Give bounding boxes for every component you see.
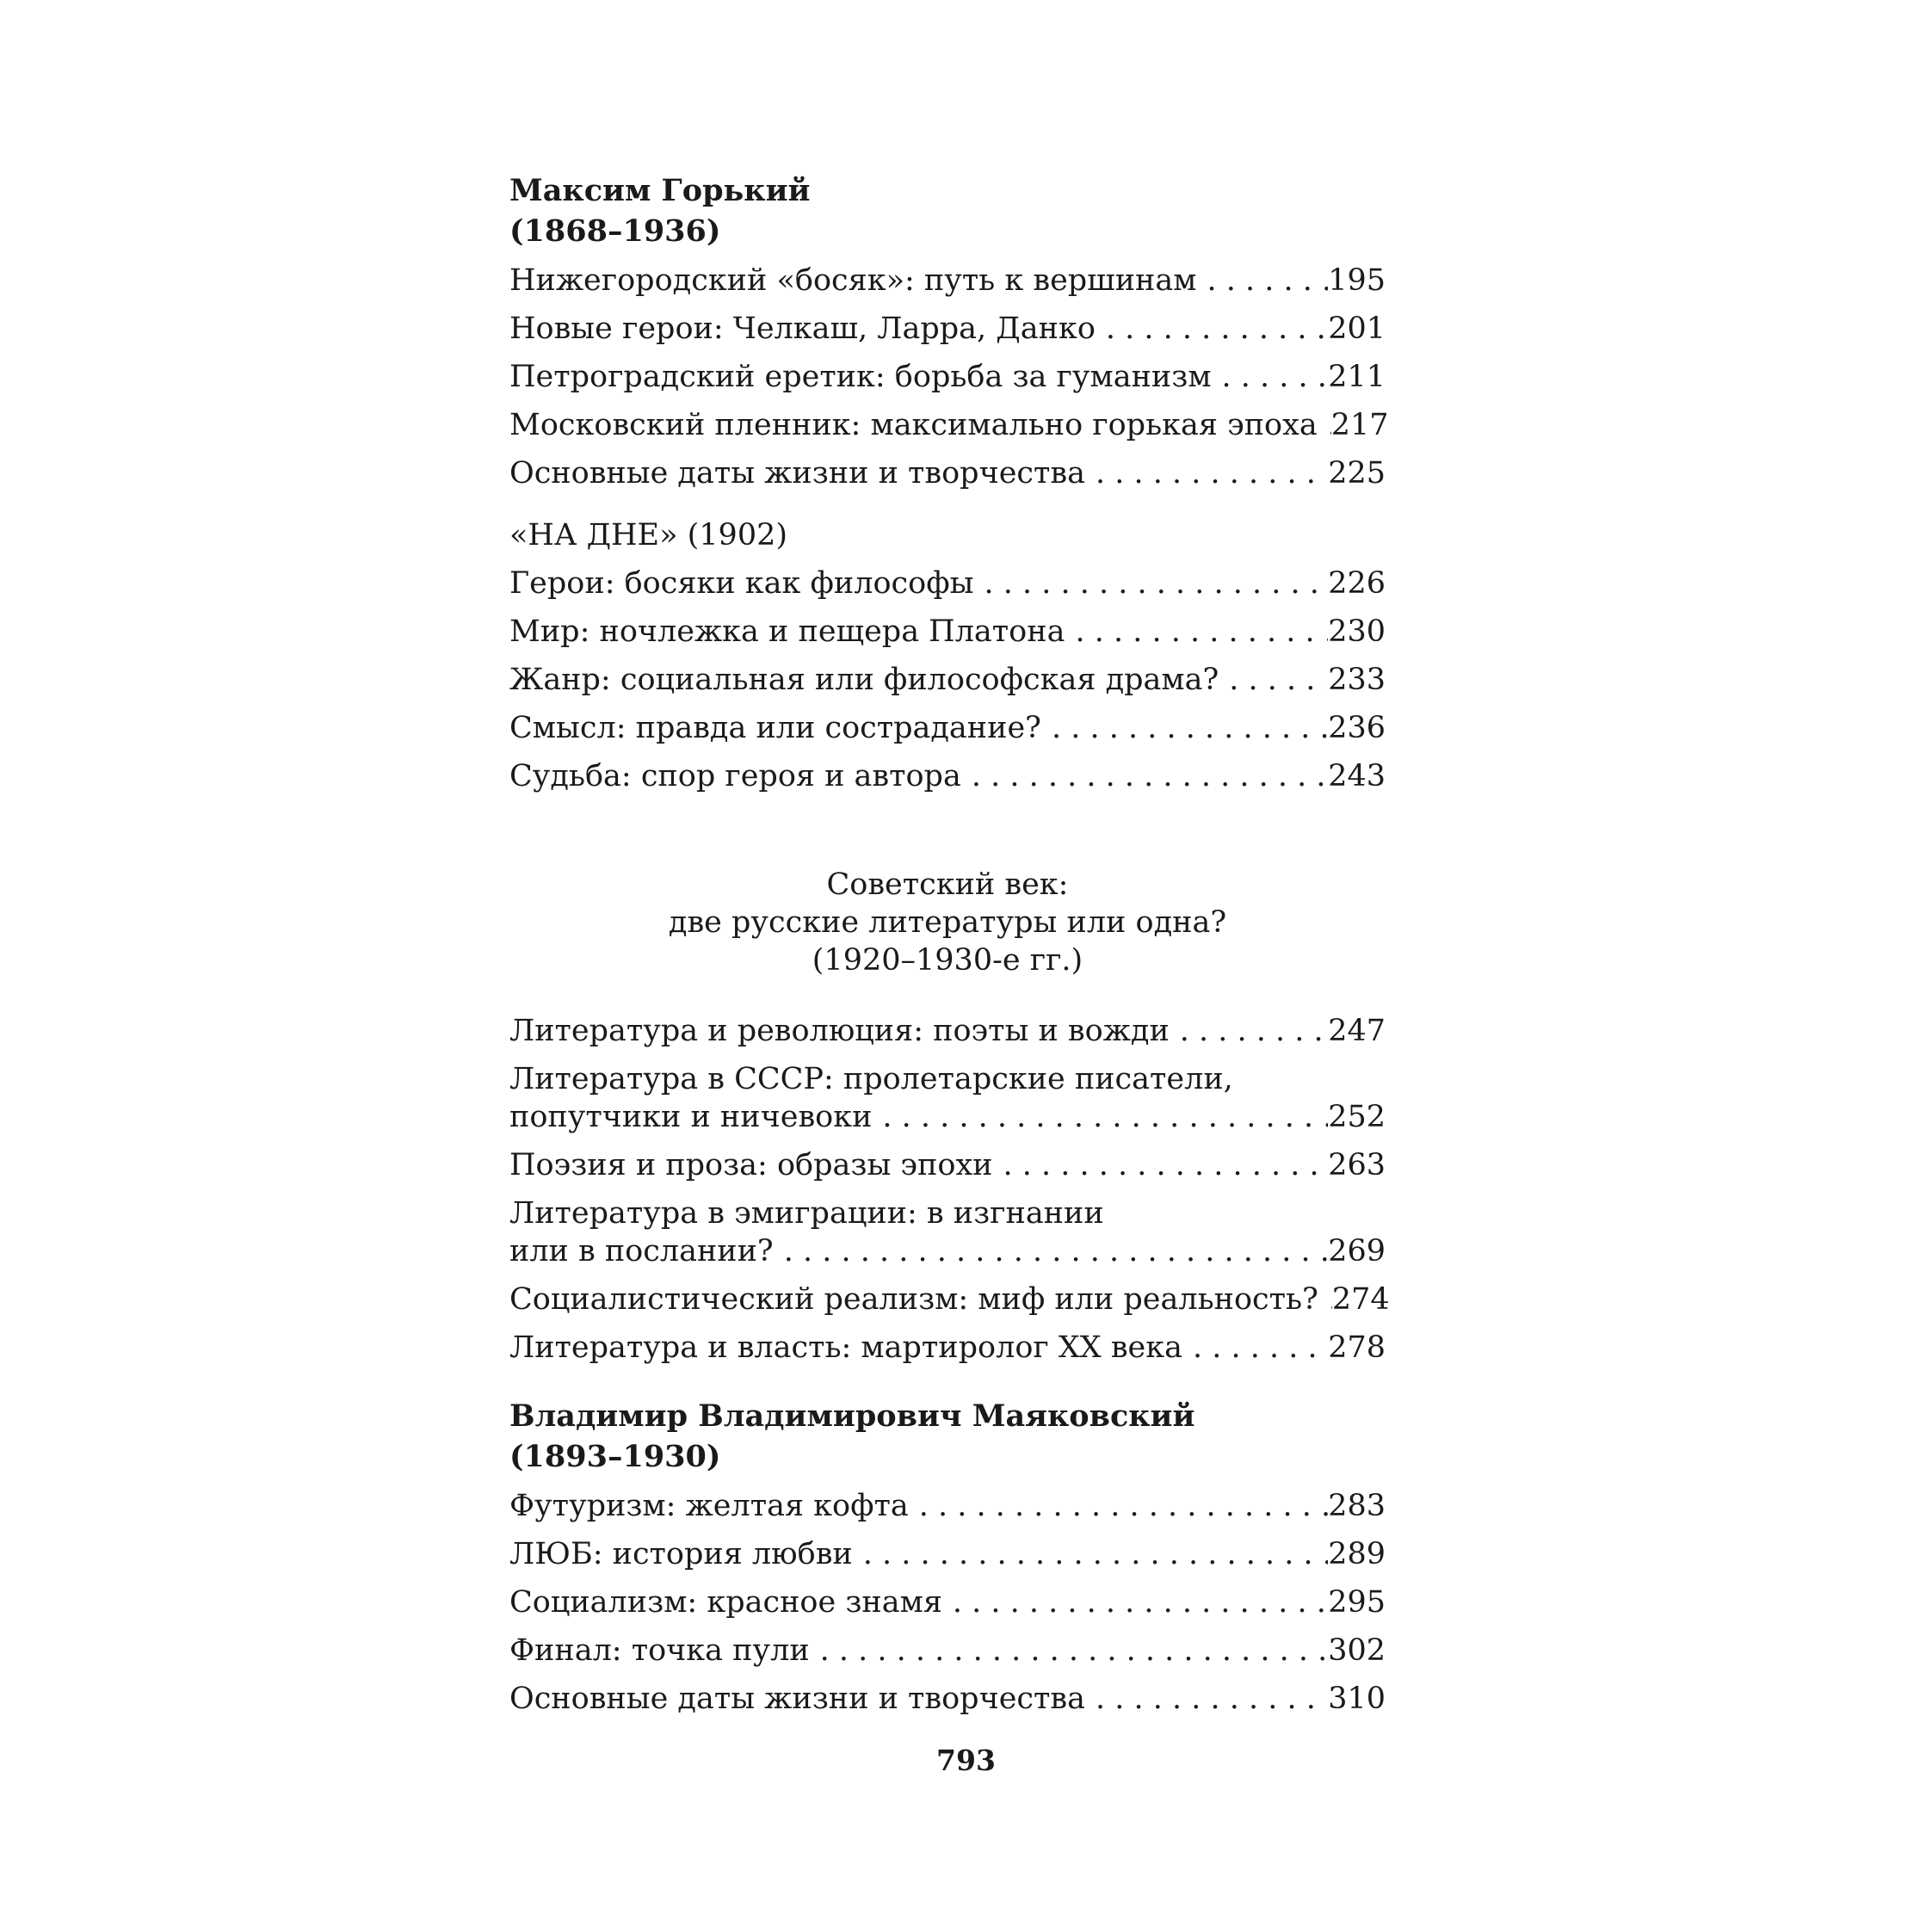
- toc-entry-page: 211: [1328, 360, 1386, 394]
- toc-entry[interactable]: [509, 565, 1386, 602]
- dot-leader: [1196, 262, 1328, 299]
- toc-entry[interactable]: [509, 1329, 1386, 1367]
- toc-entry-page: 263: [1328, 1148, 1386, 1182]
- section-heading-line: (1920–1930-е гг.): [812, 943, 1083, 978]
- toc-entry[interactable]: [509, 613, 1386, 651]
- dot-leader: [973, 565, 1328, 602]
- toc-entry-page: 274: [1331, 1282, 1390, 1317]
- toc-entry-title: Литература и власть: мартиролог XX века: [509, 1330, 1182, 1365]
- toc-entry-page: 217: [1330, 408, 1389, 442]
- dot-leader: [1041, 709, 1328, 747]
- toc-entry-page: 236: [1328, 711, 1386, 745]
- toc-entry-title-line: Литература в эмиграции: в изгнании: [509, 1196, 1104, 1231]
- toc-entry[interactable]: [509, 1281, 1390, 1318]
- dot-leader: [1212, 358, 1329, 396]
- toc-entry-title: Мир: ночлежка и пещера Платона: [509, 614, 1065, 649]
- toc-entry[interactable]: [509, 1583, 1386, 1621]
- toc-entry-title: Основные даты жизни и творчества: [509, 456, 1085, 491]
- dot-leader: [1085, 1680, 1328, 1718]
- toc-entry-title: Футуризм: желтая кофта: [509, 1489, 909, 1523]
- toc-entry[interactable]: [509, 454, 1386, 492]
- toc-entry-page: 226: [1328, 566, 1386, 601]
- toc-entry-title: попутчики и ничевоки: [509, 1100, 873, 1134]
- toc-entry[interactable]: [509, 1194, 1386, 1270]
- dot-leader: [774, 1232, 1328, 1270]
- toc-entry-page: 269: [1328, 1234, 1386, 1268]
- toc-entry-title: Московский пленник: максимально горькая эпоха: [509, 408, 1318, 442]
- dot-leader: [961, 757, 1328, 795]
- dot-leader: [1182, 1329, 1328, 1367]
- author-name: Владимир Владимирович Маяковский: [509, 1398, 1195, 1434]
- dot-leader: [1065, 613, 1328, 651]
- author-heading-gorky: [509, 170, 1386, 251]
- dot-leader: [993, 1146, 1329, 1184]
- dot-leader: [909, 1487, 1328, 1525]
- toc-entry[interactable]: [509, 1012, 1386, 1050]
- author-dates: (1868–1936): [509, 213, 721, 249]
- work-title: «НА ДНЕ» (1902): [509, 518, 788, 552]
- dot-leader: [810, 1632, 1329, 1670]
- toc-entry[interactable]: [509, 709, 1386, 747]
- toc-entry-title: Поэзия и проза: образы эпохи: [509, 1148, 993, 1182]
- author-heading-mayakovsky: [509, 1396, 1386, 1477]
- toc-entry-page: 230: [1328, 614, 1386, 649]
- toc-entry[interactable]: [509, 1632, 1386, 1670]
- toc-entry[interactable]: [509, 406, 1389, 444]
- toc-entry-title: Судьба: спор героя и автора: [509, 759, 961, 793]
- toc-entry[interactable]: [509, 310, 1386, 348]
- toc-entry-title: Нижегородский «босяк»: путь к вершинам: [509, 263, 1197, 298]
- toc-entry[interactable]: [509, 358, 1386, 396]
- dot-leader: [1219, 661, 1328, 699]
- toc-entry-title: Смысл: правда или сострадание?: [509, 711, 1041, 745]
- dot-leader: [1170, 1012, 1328, 1050]
- toc-entry-title: Литература и революция: поэты и вожди: [509, 1014, 1170, 1048]
- section-heading-line: две русские литературы или одна?: [668, 905, 1227, 940]
- dot-leader: [942, 1583, 1328, 1621]
- dot-leader: [1318, 1281, 1332, 1318]
- toc-entry-page: 201: [1328, 312, 1386, 346]
- toc-entry-page: 278: [1328, 1330, 1386, 1365]
- toc-entry-title-line: Литература в СССР: пролетарские писатели,: [509, 1062, 1233, 1096]
- section-heading-line: Советский век:: [826, 867, 1069, 902]
- toc-entry-page: 302: [1328, 1633, 1386, 1668]
- dot-leader: [1318, 406, 1331, 444]
- toc-entry-page: 195: [1328, 263, 1386, 298]
- toc-entry-page: 233: [1328, 663, 1386, 697]
- author-dates: (1893–1930): [509, 1439, 721, 1474]
- toc-entry[interactable]: [509, 1535, 1386, 1573]
- toc-entry-page: 225: [1328, 456, 1386, 491]
- toc-entry[interactable]: [509, 1060, 1386, 1136]
- toc-entry-title: ЛЮБ: история любви: [509, 1537, 853, 1571]
- toc-entry-title: Финал: точка пули: [509, 1633, 810, 1668]
- toc-entry-page: 289: [1328, 1537, 1386, 1571]
- toc-entry-title: Социализм: красное знамя: [509, 1585, 942, 1620]
- dot-leader: [1096, 310, 1328, 348]
- dot-leader: [1085, 454, 1328, 492]
- dot-leader: [872, 1098, 1328, 1136]
- toc-entry[interactable]: [509, 1487, 1386, 1525]
- dot-leader: [853, 1535, 1328, 1573]
- toc-entry-title: Петроградский еретик: борьба за гуманизм: [509, 360, 1212, 394]
- toc-entry-title: Социалистический реализм: миф или реальность?: [509, 1282, 1318, 1317]
- toc-entry-page: 310: [1328, 1682, 1386, 1716]
- table-of-contents: [509, 170, 1390, 1718]
- author-name: Максим Горький: [509, 173, 811, 208]
- page-number: 793: [936, 1744, 996, 1777]
- toc-entry-page: 295: [1328, 1585, 1386, 1620]
- toc-entry-page: 283: [1328, 1489, 1386, 1523]
- toc-entry[interactable]: [509, 1146, 1386, 1184]
- toc-entry-page: 247: [1328, 1014, 1386, 1048]
- toc-entry-title: Жанр: социальная или философская драма?: [509, 663, 1219, 697]
- toc-entry[interactable]: [509, 757, 1386, 795]
- toc-entry-page: 243: [1328, 759, 1386, 793]
- toc-entry[interactable]: [509, 661, 1386, 699]
- toc-entry[interactable]: [509, 1680, 1386, 1718]
- section-heading: [509, 866, 1386, 979]
- toc-entry-title: Основные даты жизни и творчества: [509, 1682, 1085, 1716]
- toc-entry-page: 252: [1328, 1100, 1386, 1134]
- toc-entry-title: или в послании?: [509, 1234, 774, 1268]
- toc-entry-title: Новые герои: Челкаш, Ларра, Данко: [509, 312, 1096, 346]
- toc-entry-title: Герои: босяки как философы: [509, 566, 974, 601]
- toc-entry[interactable]: [509, 262, 1386, 299]
